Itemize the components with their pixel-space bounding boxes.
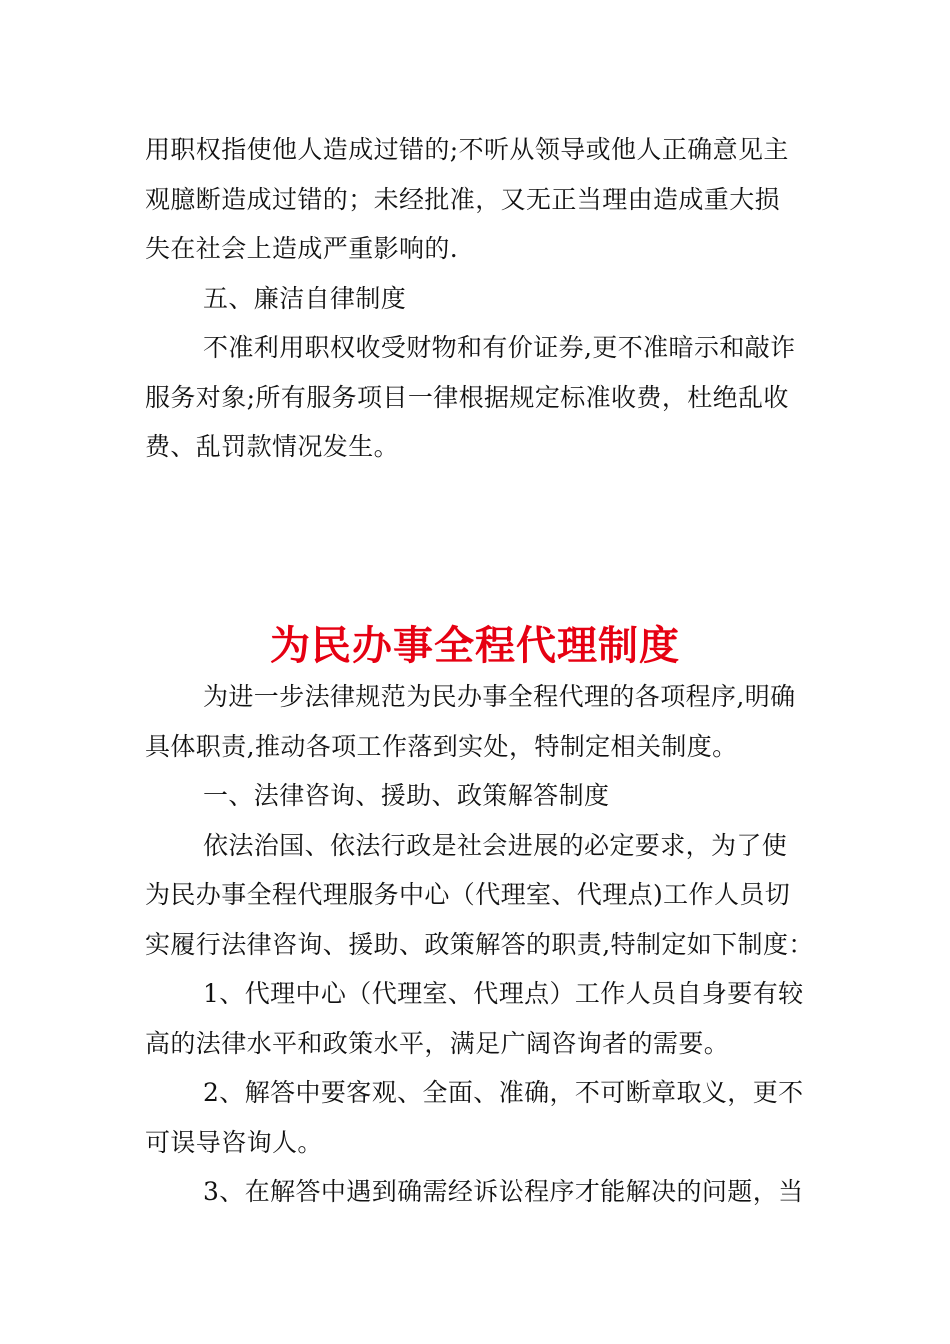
- paragraph-line: 失在社会上造成严重影响的.: [145, 234, 459, 263]
- paragraph-line: 观臆断造成过错的；未经批准，又无正当理由造成重大损: [145, 184, 781, 214]
- section-bottom: [145, 672, 814, 1217]
- paragraph-line: 费、乱罚款情况发生。: [145, 432, 400, 461]
- list-item-line: 3、在解答中遇到确需经诉讼程序才能解决的问题，当: [203, 1177, 804, 1206]
- paragraph-line: 用职权指使他人造成过错的;不听从领导或他人正确意见主: [145, 135, 789, 164]
- paragraph-line: 为民办事全程代理服务中心（代理室、代理点)工作人员切: [145, 880, 791, 909]
- section-heading: 一、法律咨询、援助、政策解答制度: [203, 781, 610, 810]
- list-item-line: 2、解答中要客观、全面、准确，不可断章取义，更不: [203, 1078, 804, 1107]
- paragraph-line: 不准利用职权收受财物和有价证券,更不准暗示和敲诈: [203, 333, 796, 362]
- list-item-line: 高的法律水平和政策水平，满足广阔咨询者的需要。: [145, 1028, 730, 1058]
- paragraph-line: 服务对象;所有服务项目一律根据规定标准收费，杜绝乱收: [145, 382, 789, 412]
- section-top: [145, 125, 810, 472]
- section-heading: 五、廉洁自律制度: [203, 283, 407, 313]
- paragraph-line: 依法治国、依法行政是社会进展的必定要求，为了使: [203, 830, 788, 860]
- list-item-line: 1、代理中心（代理室、代理点）工作人员自身要有较: [203, 979, 804, 1008]
- document-title: 为民办事全程代理制度: [270, 623, 680, 669]
- paragraph-line: 实履行法律咨询、援助、政策解答的职责,特制定如下制度：: [145, 929, 814, 959]
- list-item-line: 可误导咨询人。: [145, 1127, 323, 1157]
- paragraph-line: 为进一步法律规范为民办事全程代理的各项程序,明确: [203, 682, 796, 711]
- paragraph-line: 具体职责,推动各项工作落到实处，特制定相关制度。: [145, 731, 738, 761]
